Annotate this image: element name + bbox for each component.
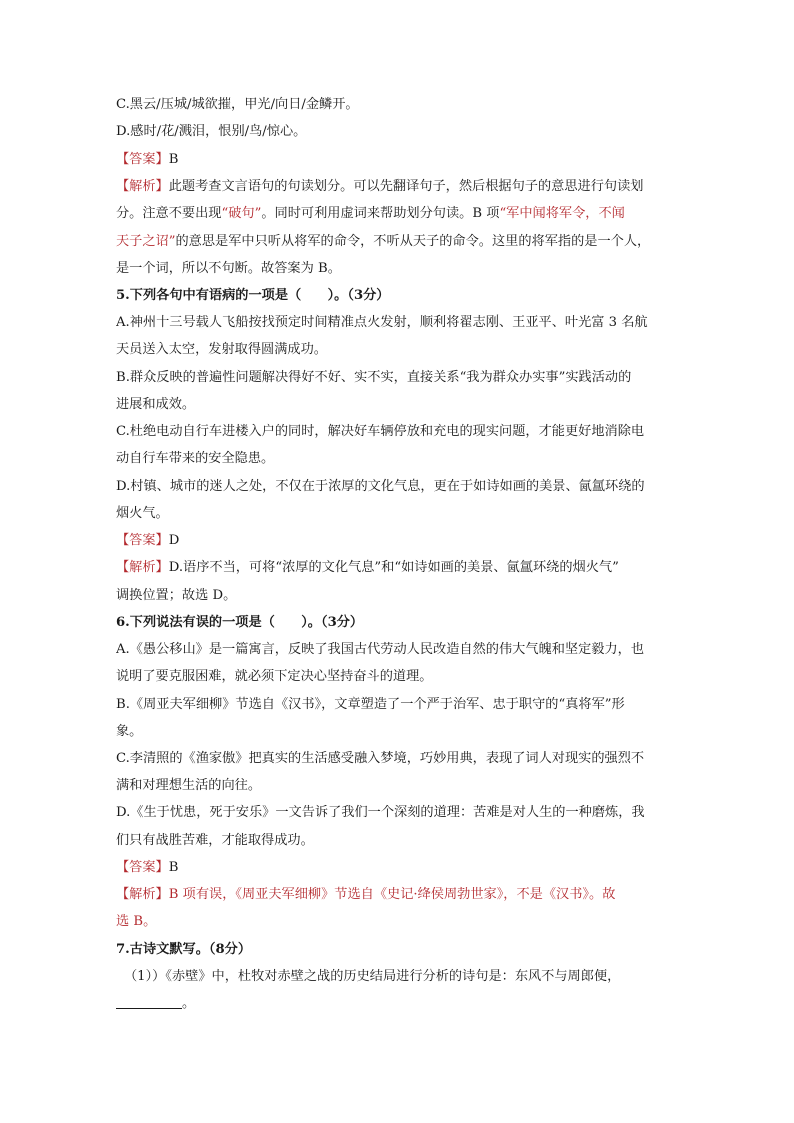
line-text: B.群众反映的普遍性问题解决得好不好、实不实，直接关系“我为群众办实事”实践活动的 <box>116 370 632 385</box>
highlight-text: 【答案】 <box>116 152 169 167</box>
text-line <box>116 340 686 360</box>
text-line <box>116 504 686 524</box>
text-line <box>116 422 686 442</box>
text-line <box>116 994 686 1014</box>
text-line <box>116 286 686 306</box>
line-text: 分。注意不要出现 <box>116 206 222 221</box>
question-heading: 6.下列说法有误的一项是（ ）。（3分） <box>116 615 364 630</box>
line-text: 天员送入太空，发射取得圆满成功。 <box>116 342 327 357</box>
line-text: 烟火气。 <box>116 506 169 521</box>
line-text: 此题考查文言语句的句读划分。可以先翻译句子，然后根据句子的意思进行句读划 <box>168 179 644 194</box>
line-text: C.杜绝电动自行车进楼入户的同时，解决好车辆停放和充电的现实问题，才能更好地消除电 <box>116 424 645 439</box>
text-line <box>116 313 686 333</box>
line-text: 动自行车带来的安全隐患。 <box>116 451 275 466</box>
text-line <box>116 477 686 497</box>
text-line <box>116 204 686 224</box>
text-line <box>116 776 686 796</box>
text-line <box>116 749 686 769</box>
line-text: B.《周亚夫军细柳》节选自《汉书》，文章塑造了一个严于治军、忠于职守的“真将军”形 <box>116 697 625 712</box>
line-text: A.神州十三号载人飞船按找预定时间精准点火发射，顺利将翟志刚、王亚平、叶光富 3 名航 <box>116 315 648 330</box>
line-text: C.李清照的《渔家傲》把真实的生活感受融入梦境，巧妙用典，表现了词人对现实的强烈不 <box>116 751 645 766</box>
text-line <box>116 122 686 142</box>
text-line <box>116 368 686 388</box>
text-line <box>116 885 686 905</box>
line-text: D.感时/花/溅泪，恨别/鸟/惊心。 <box>116 124 307 139</box>
line-text: D.村镇、城市的迷人之处，不仅在于浓厚的文化气息，更在于如诗如画的美景、氤氲环绕的 <box>116 479 645 494</box>
line-text: D <box>168 533 180 548</box>
text-line <box>116 803 686 823</box>
text-line <box>116 586 686 606</box>
text-line <box>116 177 686 197</box>
text-line <box>116 695 686 715</box>
line-text: 们只有战胜苦难，才能取得成功。 <box>116 833 314 848</box>
text-line <box>116 722 686 742</box>
text-line <box>116 858 686 878</box>
question-heading: 7.古诗文默写。（8分） <box>116 942 252 957</box>
highlight-text: “军中闻将军令，不闻 <box>499 206 625 221</box>
text-line <box>116 95 686 115</box>
line-text: 。 <box>182 996 196 1011</box>
line-text: B <box>168 860 179 875</box>
line-text: 。同时可利用虚词来帮助划分句读。B 项 <box>261 206 500 221</box>
line-text: D.《生于忧患，死于安乐》一文告诉了我们一个深刻的道理：苦难是对人生的一种磨炼，我 <box>116 805 645 820</box>
text-line <box>116 150 686 170</box>
text-line <box>124 967 694 987</box>
text-line <box>116 640 686 660</box>
line-text: B <box>168 152 179 167</box>
highlight-text: 选 B。 <box>116 914 157 929</box>
line-text: 象。 <box>116 724 143 739</box>
highlight-text: 【解析】 <box>116 560 169 575</box>
highlight-text: 【解析】 <box>116 179 169 194</box>
line-text: 满和对理想生活的向往。 <box>116 778 262 793</box>
line-text: A.《愚公移山》是一篇寓言，反映了我国古代劳动人民改造自然的伟大气魄和坚定毅力，也 <box>116 642 645 657</box>
text-line <box>116 558 686 578</box>
line-text: （1））《赤壁》中，杜牧对赤壁之战的历史结局进行分析的诗句是：东风不与周郎便， <box>124 969 621 984</box>
text-line <box>116 912 686 932</box>
line-text: 的意思是军中只听从将军的命令，不听从天子的命令。这里的将军指的是一个人， <box>175 234 651 249</box>
text-line <box>116 831 686 851</box>
text-line <box>116 259 686 279</box>
highlight-text: 【答案】 <box>116 533 169 548</box>
line-text: 进展和成效。 <box>116 397 196 412</box>
highlight-text: B 项有误，《周亚夫军细柳》节选自《史记·绛侯周勃世家》，不是《汉书》。故 <box>168 887 616 902</box>
text-line <box>116 531 686 551</box>
answer-blank <box>116 994 182 1009</box>
highlight-text: 天子之诏” <box>116 234 176 249</box>
text-line <box>116 395 686 415</box>
line-text: C.黑云/压城/城欲摧，甲光/向日/金鳞开。 <box>116 97 359 112</box>
line-text: D.语序不当，可将“浓厚的文化气息”和“如诗如画的美景、氤氲环绕的烟火气” <box>168 560 619 575</box>
question-heading: 5.下列各句中有语病的一项是（ ）。（3分） <box>116 288 390 303</box>
line-text: 说明了要克服困难，就必须下定决心坚持奋斗的道理。 <box>116 669 433 684</box>
highlight-text: 【答案】 <box>116 860 169 875</box>
text-line <box>116 940 686 960</box>
text-line <box>116 232 686 252</box>
text-line <box>116 449 686 469</box>
line-text: 调换位置；故选 D。 <box>116 588 237 603</box>
text-line <box>116 667 686 687</box>
text-line <box>116 613 686 633</box>
line-text: 是一个词，所以不句断。故答案为 B。 <box>116 261 341 276</box>
highlight-text: “破句” <box>221 206 262 221</box>
highlight-text: 【解析】 <box>116 887 169 902</box>
